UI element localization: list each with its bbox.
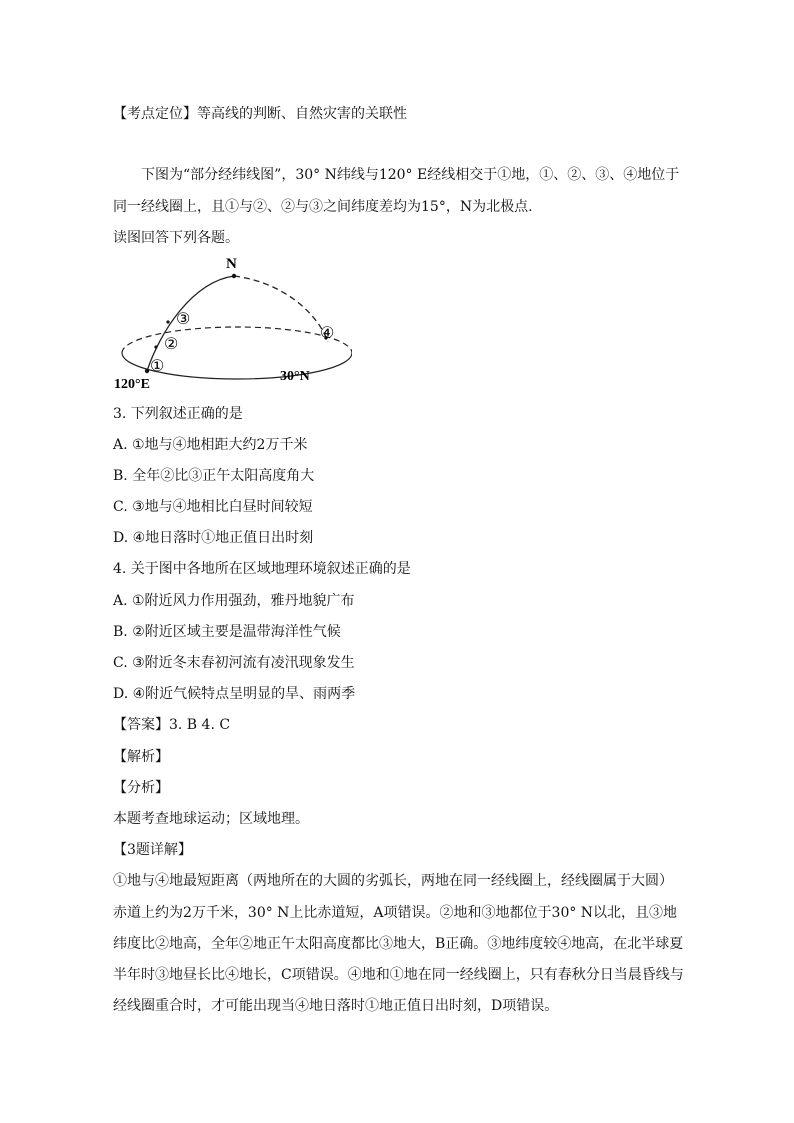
intro-line-2: 同一经线圈上，且①与②、②与③之间纬度差均为15°，N为北极点. [113, 199, 533, 215]
intro-line-3: 读图回答下列各题。 [113, 230, 239, 246]
question-3-option-a: A. ①地与④地相距大约2万千米 [113, 437, 308, 453]
key-point-heading: 【考点定位】等高线的判断、自然灾害的关联性 [113, 106, 407, 122]
meridian-solid [147, 276, 234, 371]
q3-detail-line-1: ①地与④地最短距离（两地所在的大圆的劣弧长，两地在同一经线圈上，经线圈属于大圆） [113, 873, 673, 889]
answer-line: 【答案】3. B 4. C [113, 717, 231, 733]
question-3-option-b: B. 全年②比③正午太阳高度角大 [113, 468, 315, 484]
point-2-label: ② [164, 336, 179, 353]
question-4-option-c: C. ③附近冬末春初河流有凌汛现象发生 [113, 655, 355, 671]
q3-detail-line-3: 纬度比②地高，全年②地正午太阳高度都比③地大，B正确。③地纬度较④地高，在北半球夏 [113, 936, 684, 952]
longitude-label: 120°E [114, 377, 150, 392]
question-4-option-a: A. ①附近风力作用强劲，雅丹地貌广布 [113, 593, 355, 609]
question-4-option-d: D. ④附近气候特点呈明显的旱、雨两季 [113, 686, 356, 702]
point-1-dot [145, 369, 149, 373]
latitude-longitude-figure [112, 252, 352, 392]
north-label: N [226, 256, 237, 272]
question-4-option-b: B. ②附近区域主要是温带海洋性气候 [113, 624, 341, 640]
latitude-circle-back [122, 327, 352, 353]
q3-detail-line-5: 经线圈重合时，才可能出现当④地日落时①地正值日出时刻，D项错误。 [113, 998, 559, 1014]
fenxi-text: 本题考查地球运动；区域地理。 [113, 811, 309, 827]
q3-detail-heading: 【3题详解】 [113, 842, 192, 858]
intro-line-1: 下图为“部分经纬线图”，30° N纬线与120° E经线相交于①地，①、②、③、④地位于 [141, 167, 680, 183]
point-2-dot [154, 345, 157, 348]
point-1-label: ① [150, 358, 165, 375]
point-4-label: ④ [320, 325, 335, 342]
north-pole-dot [232, 274, 236, 278]
point-3-dot [166, 320, 169, 323]
question-3-option-d: D. ④地日落时①地正值日出时刻 [113, 530, 314, 546]
meridian-dashed [234, 276, 328, 342]
question-4-stem: 4. 关于图中各地所在区域地理环境叙述正确的是 [113, 561, 411, 577]
question-3-option-c: C. ③地与④地相比白昼时间较短 [113, 499, 313, 515]
latitude-label: 30°N [280, 369, 310, 384]
analysis-heading: 【解析】 [113, 749, 169, 765]
fenxi-heading: 【分析】 [113, 780, 169, 796]
question-3-stem: 3. 下列叙述正确的是 [113, 406, 243, 422]
q3-detail-line-4: 半年时③地昼长比④地长，C项错误。④地和①地在同一经线圈上，只有春秋分日当晨昏线与 [113, 967, 684, 983]
point-3-label: ③ [176, 311, 191, 328]
q3-detail-line-2: 赤道上约为2万千米，30° N上比赤道短，A项错误。②地和③地都位于30° N以北，且③地 [113, 905, 678, 921]
